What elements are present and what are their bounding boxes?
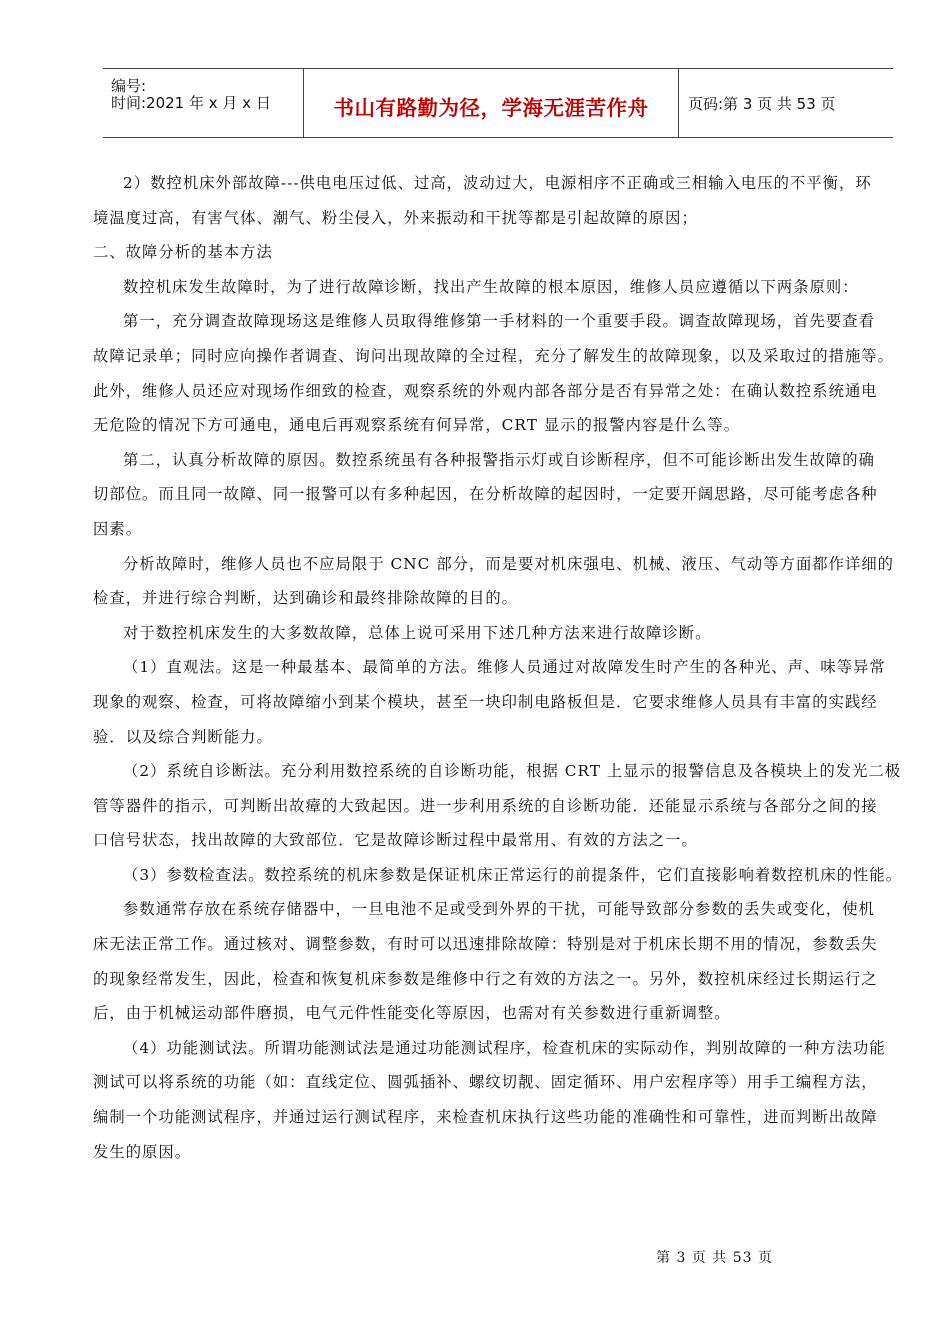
text-line: 床无法正常工作。通过核对、调整参数，有时可以迅速排除故障：特别是对于机床长期不用的情况，参数丢失 (93, 935, 878, 954)
text-line: 2）数控机床外部故障---供电电压过低、过高，波动过大，电源相序不正确或三相输入电压的不平衡，环 (123, 174, 872, 192)
header-motto-cell (303, 69, 679, 137)
header-page-number: 页码:第 3 页 共 53 页 (688, 95, 836, 113)
header-info-cell (103, 69, 303, 137)
document-number-label: 编号: (111, 77, 147, 95)
text-line: （1）直观法。这是一种最基本、最简单的方法。维修人员通过对故障发生时产生的各种光、声、味等异常 (123, 658, 886, 677)
text-line: 对于数控机床发生的大多数故障，总体上说可采用下述几种方法来进行故障诊断。 (123, 623, 712, 642)
text-line: 境温度过高，有害气体、潮气、粉尘侵入，外来振动和干扰等都是引起故障的原因； (93, 208, 698, 227)
text-line: 发生的原因。 (93, 1142, 192, 1161)
text-line: 管等器件的指示，可判断出故瘴的大致起因。进一步利用系统的自诊断功能．还能显示系统与各部分之间的接 (93, 796, 878, 815)
text-line: 后，由于机械运动部件磨损，电气元件性能变化等原因，也需对有关参数进行重新调整。 (93, 1004, 731, 1023)
text-line: （3）参数检查法。数控系统的机床参数是保证机床正常运行的前提条件，它们直接影响着数控机床的性能。 (123, 865, 903, 884)
page-header (103, 68, 893, 138)
text-line: （2）系统自诊断法。充分利用数控系统的自诊断功能，根据 CRT 上显示的报警信息及各模块上的发光二极 (123, 762, 902, 781)
text-line: 参数通常存放在系统存储器中，一旦电池不足或受到外界的干扰，可能导致部分参数的丢失或变化，使机 (123, 900, 875, 919)
text-line: 编制一个功能测试程序，并通过运行测试程序，来检查机床执行这些功能的准确性和可靠性，进而判断出故障 (93, 1108, 878, 1127)
header-page-cell (678, 69, 893, 137)
text-line: 测试可以将系统的功能（如：直线定位、圆弧插补、螺纹切靓、固定循环、用户宏程序等）用手工编程方法， (93, 1073, 878, 1092)
text-line: 分析故障时，维修人员也不应局限于 CNC 部分，而是要对机床强电、机械、液压、气动等方面都作详细的 (123, 554, 895, 573)
text-line: 验．以及综合判断能力。 (93, 727, 273, 746)
text-line: 第二，认真分析故障的原因。数控系统虽有各种报警指示灯或自诊断程序，但不可能诊断出发生故障的确 (123, 450, 875, 469)
text-line: 切部位。而且同一故障、同一报警可以有多种起因，在分析故障的起因时，一定要开阔思路，尽可能考虑各种 (93, 485, 878, 504)
text-line: 的现象经常发生，因此，检查和恢复机床参数是维修中行之有效的方法之一。另外，数控机床经过长期运行之 (93, 969, 878, 988)
text-line: 因素。 (93, 519, 143, 538)
document-date: 时间:2021 年 x 月 x 日 (111, 94, 271, 112)
text-line: 数控机床发生故障时，为了进行故障诊断，找出产生故障的根本原因，维修人员应遵循以下两条原则： (123, 277, 859, 296)
section-heading: 二、故障分析的基本方法 (93, 243, 273, 262)
document-body (93, 166, 905, 1169)
page-footer: 第 3 页 共 53 页 (656, 1250, 773, 1266)
text-line: 检查，并进行综合判断，达到确诊和最终排除故障的目的。 (93, 589, 519, 608)
motto: 书山有路勤为径，学海无涯苦作舟 (333, 96, 649, 120)
text-line: 第一，充分调查故障现场这是维修人员取得维修第一手材料的一个重要手段。调查故障现场，首先要查看 (123, 312, 875, 331)
text-line: 故障记录单；同时应向操作者调查、询问出现故障的全过程，充分了解发生的故障现象，以及采取过的措施等。 (93, 346, 894, 365)
text-line: 无危险的情况下方可通电，通电后再观察系统有何异常，CRT 显示的报警内容是什么等。 (93, 416, 741, 435)
text-line: 现象的观察、检查，可将故障缩小到某个模块，甚至一块印制电路板但是．它要求维修人员具有丰富的实践经 (93, 692, 878, 711)
text-line: 口信号状态，找出故障的大致部位．它是故障诊断过程中最常用、有效的方法之一。 (93, 831, 698, 850)
text-line: （4）功能测试法。所谓功能测试法是通过功能测试程序，检查机床的实际动作，判别故障的一种方法功能 (123, 1038, 886, 1057)
text-line: 此外，维修人员还应对现场作细致的检查，观察系统的外观内部各部分是否有异常之处：在确认数控系统通电 (93, 381, 878, 400)
